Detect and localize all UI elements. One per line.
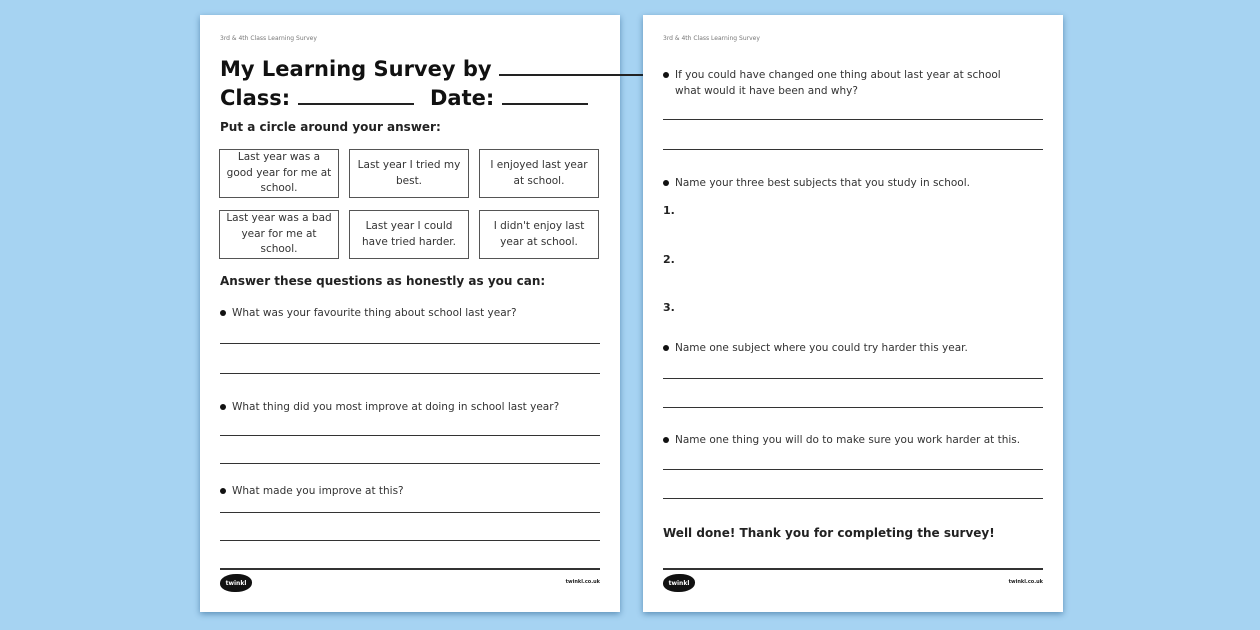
choice-box: Last year was a bad year for me at school. <box>219 210 339 259</box>
footer-url: twinkl.co.uk <box>1008 579 1043 585</box>
answer-line <box>663 119 1043 120</box>
worksheet-page-1 <box>200 15 620 612</box>
choice-box: Last year was a good year for me at school. <box>219 149 339 198</box>
choice-box: I didn't enjoy last year at school. <box>479 210 599 259</box>
answer-line <box>663 498 1043 499</box>
twinkl-logo: twinkl <box>663 574 695 592</box>
list-number: 3. <box>663 301 675 314</box>
answer-line <box>663 469 1043 470</box>
class-field <box>220 86 414 110</box>
answer-line <box>220 373 600 374</box>
footer-divider <box>663 568 1043 570</box>
question: What was your favourite thing about school last year? <box>220 305 600 321</box>
answer-line <box>663 407 1043 408</box>
page-header: 3rd & 4th Class Learning Survey <box>220 35 317 42</box>
question: Name your three best subjects that you study in school. <box>663 175 1043 191</box>
answer-line <box>220 463 600 464</box>
answer-line <box>663 378 1043 379</box>
list-number: 1. <box>663 204 675 217</box>
question: Name one thing you will do to make sure you work harder at this. <box>663 432 1043 448</box>
footer-divider <box>220 568 600 570</box>
answer-line <box>663 149 1043 150</box>
date-field <box>430 86 588 110</box>
choice-box: I enjoyed last year at school. <box>479 149 599 198</box>
worksheet-page-2 <box>643 15 1063 612</box>
twinkl-logo: twinkl <box>220 574 252 592</box>
answer-line <box>220 343 600 344</box>
question: Name one subject where you could try harder this year. <box>663 340 1043 356</box>
page-header: 3rd & 4th Class Learning Survey <box>663 35 760 42</box>
class-blank <box>298 87 414 105</box>
class-label: Class: <box>220 86 291 110</box>
choice-box: Last year I tried my best. <box>349 149 469 198</box>
name-blank <box>499 58 663 76</box>
answer-line <box>220 540 600 541</box>
instruction: Put a circle around your answer: <box>220 120 441 134</box>
footer-url: twinkl.co.uk <box>565 579 600 585</box>
page-title <box>220 57 663 81</box>
question: If you could have changed one thing about last year at school what would it have been and why? <box>663 67 1023 99</box>
date-blank <box>502 87 588 105</box>
answer-line <box>220 512 600 513</box>
answer-line <box>220 435 600 436</box>
closing-message: Well done! Thank you for completing the survey! <box>663 526 995 540</box>
list-number: 2. <box>663 253 675 266</box>
choice-box: Last year I could have tried harder. <box>349 210 469 259</box>
section-heading: Answer these questions as honestly as you can: <box>220 274 546 288</box>
question: What made you improve at this? <box>220 483 600 499</box>
question: What thing did you most improve at doing in school last year? <box>220 399 600 415</box>
date-label: Date: <box>430 86 495 110</box>
title-text: My Learning Survey by <box>220 57 492 81</box>
